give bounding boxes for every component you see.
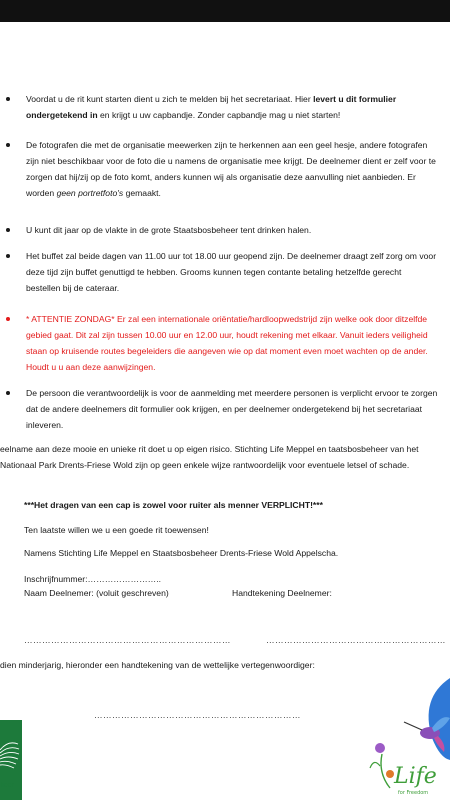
sign-off: Namens Stichting Life Meppel en Staatsbosbeheer Drents-Friese Wold Appelscha. (24, 548, 339, 558)
bullet-text: Het buffet zal beide dagen van 11.00 uur tot 18.00 uur geopend zijn. De deelnemer draagt zelf zorg om voor deze tijd zijn buffet genuttigd te hebben. Grooms kunnen tegen contante betaling hetzelfde gerecht bestellen bij de cateraar. (26, 251, 437, 293)
closing-wish: Ten laatste willen we u een goede rit toewensen! (24, 525, 209, 535)
top-black-bar (0, 0, 450, 22)
registration-number-label: Inschrijfnummer:…………………….. (24, 574, 162, 584)
attention-text: * ATTENTIE ZONDAG* Er zal een internationale oriëntatie/hardloopwedstrijd zijn welke ook door ditzelfde gebied gaat. Dit zal zijn tussen 10.00 uur en 12.00 uur, houdt rekening met elkaar. Vanuit ieders veiligheid staan op kruisende routes begeleiders die aangeven wie op dat moment even moet wachten op de ander. Houdt u u aan deze aanwijzingen. (26, 314, 428, 372)
guardian-signature-line[interactable]: …………………………………………………………… (94, 710, 301, 720)
life-logo-subtext: for Freedom (398, 790, 429, 796)
bullet-dot (6, 317, 10, 321)
bullet-dot (6, 143, 10, 147)
signature-entry-line[interactable]: …………………………………………………… (266, 635, 446, 645)
staatsbosbeheer-logo-text: heer (0, 782, 15, 789)
participant-signature-label: Handtekening Deelnemer: (232, 588, 332, 598)
minor-guardian-text: dien minderjarig, hieronder een handtekening van de wettelijke vertegenwoordiger: (0, 660, 315, 670)
bullet-text: De persoon die verantwoordelijk is voor de aanmelding met meerdere personen is verplicht ervoor te zorgen dat de andere deelnemers dit formulier ook krijgen, en per deelnemer ondergetekend bij het secretariaat inleveren. (26, 388, 438, 430)
tree-icon (0, 720, 22, 780)
bullet-dot (6, 254, 10, 258)
cap-notice: ***Het dragen van een cap is zowel voor ruiter als menner VERPLICHT!*** (24, 500, 323, 510)
bullet-text: Voordat u de rit kunt starten dient u zich te melden bij het secretariaat. Hier levert u dit formulier ondergetekend in en krijgt u uw capbandje. Zonder capbandje mag u niet starten! (26, 94, 397, 120)
bullet-dot (6, 97, 10, 101)
name-entry-line[interactable]: …………………………………………………………… (24, 635, 231, 645)
life-logo-text: Life (394, 764, 437, 789)
bullet-text: De fotografen die met de organisatie meewerken zijn te herkennen aan een geel hesje, andere fotografen zijn niet beschikbaar voor de foto die u namens de organisatie mee krijgt. De deelnemer dient er zelf voor te zorgen dat hij/zij op de foto komt, anders kunnen wij als organisatie deze aanvulling niet aanbieden. Er worden geen portretfoto's gemaakt. (26, 140, 436, 198)
participant-name-label: Naam Deelnemer: (voluit geschreven) (24, 588, 169, 598)
risk-paragraph: eelname aan deze mooie en unieke rit doet u op eigen risico. Stichting Life Meppel en taatsbosbeheer van het Nationaal Park Drents-Friese Wold zijn op geen enkele wijze rantwoordelijk voor eventuele letsel of schade. (0, 444, 419, 470)
bullet-text: U kunt dit jaar op de vlakte in de grote Staatsbosbeheer tent drinken halen. (26, 225, 312, 235)
life-logo (360, 678, 450, 800)
bullet-dot (6, 228, 10, 232)
bullet-dot (6, 391, 10, 395)
